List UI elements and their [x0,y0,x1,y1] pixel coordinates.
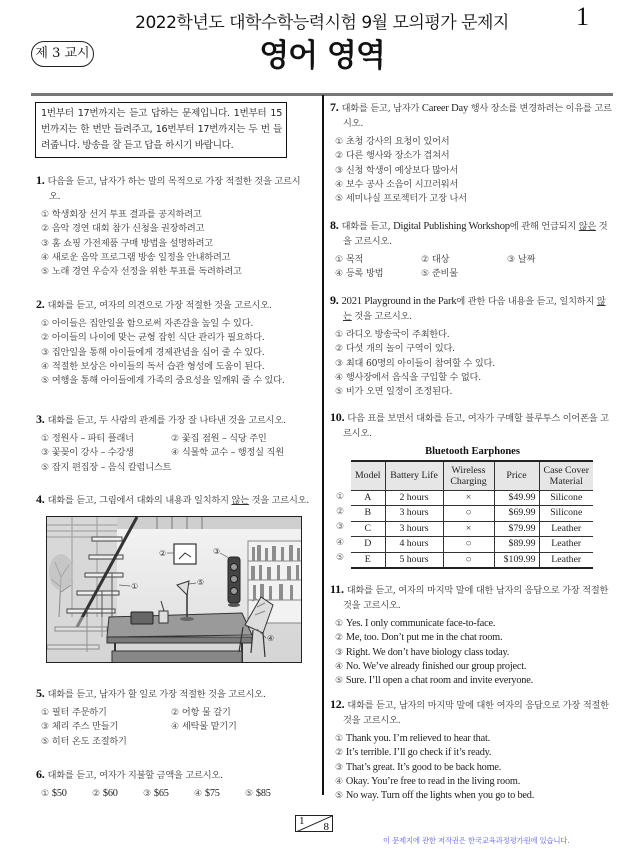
option-1[interactable]: ① 초청 강사의 요청이 있어서 [335,136,450,147]
table-row-marker-4[interactable]: ④ [336,538,345,548]
question-stem: 5. 대화를 듣고, 남자가 할 일로 가장 적절한 것을 고르시오. [36,686,266,700]
option-2[interactable]: ② 어항 물 갈기 [171,707,231,718]
option-1[interactable]: ① Thank you. I’m relieved to hear that. [335,733,491,744]
svg-text:⑤: ⑤ [197,578,205,587]
option-4[interactable]: ④ 식물학 교수 – 행정실 직원 [171,447,284,459]
option-1[interactable]: ① 필터 주문하기 [41,707,107,718]
column-header-wireless-charging: Wireless Charging [443,461,494,490]
option-4[interactable]: ④ 새로운 음악 프로그램 방송 일정을 안내하려고 [41,251,231,263]
cell-price: $109.99 [494,552,539,568]
cell-material: Leather [539,537,593,553]
question-9 [330,293,612,399]
option-5[interactable]: ⑤ 세미나실 프로젝터가 고장 나서 [335,193,467,205]
cell-battery: 2 hours [385,490,443,506]
question-2 [36,297,311,388]
option-4[interactable]: ④ $75 [194,788,220,799]
option-2[interactable]: ② Me, too. Don’t put me in the chat room. [335,632,503,644]
table-row-marker-2[interactable]: ② [336,507,345,517]
option-3[interactable]: ③ 집안일을 통해 아이들에게 경제관념을 심어 줄 수 있다. [41,346,265,358]
option-3[interactable]: ③ Right. We don’t have biology class today. [335,646,510,658]
question-1 [36,173,308,279]
option-3[interactable]: ③ 최대 60명의 아이들이 참여할 수 있다. [335,357,495,369]
cell-material: Leather [539,552,593,568]
question-stem: 11. 대화를 듣고, 여자의 마지막 말에 대한 남자의 응답으로 가장 적절한 것을 고르시오. [330,582,609,611]
cell-battery: 4 hours [385,537,443,553]
table-header-row [351,461,593,490]
option-1[interactable]: ① 목적 [335,254,364,265]
cell-price: $79.99 [494,521,539,537]
option-list [36,317,311,388]
option-5[interactable]: ⑤ No way. Turn off the lights when you go to bed. [335,790,535,802]
table-row-marker-5[interactable]: ⑤ [336,553,345,563]
question-stem: 12. 대화를 듣고, 남자의 마지막 말에 대한 여자의 응답으로 가장 적절한 것을 고르시오. [330,697,609,726]
column-header-case-cover-material: Case Cover Material [539,461,593,490]
table-row [351,521,593,537]
option-list [330,253,612,282]
question-6 [36,767,311,801]
question-5 [36,686,311,749]
cell-model: B [351,506,385,522]
option-5[interactable]: ⑤ 노래 경연 우승자 선정을 위한 투표를 독려하려고 [41,266,242,278]
option-3[interactable]: ③ 날짜 [507,254,536,265]
svg-text:②: ② [159,549,167,558]
option-5[interactable]: ⑤ 잡지 편집장 – 음식 칼럼니스트 [41,461,172,473]
option-5[interactable]: ⑤ 준비물 [421,268,458,280]
cell-wireless: × [443,521,494,537]
option-5[interactable]: ⑤ 히터 온도 조절하기 [41,735,127,747]
option-5[interactable]: ⑤ 여행을 통해 아이들에게 가족의 중요성을 일깨워 줄 수 있다. [41,375,285,387]
cell-wireless: ○ [443,552,494,568]
cell-wireless: ○ [443,537,494,553]
option-list [36,706,311,749]
question-stem: 2. 대화를 듣고, 여자의 의견으로 가장 적절한 것을 고르시오. [36,297,272,311]
option-2[interactable]: ② 대상 [421,254,450,265]
table-row [351,506,593,522]
question-3 [36,412,311,475]
cell-model: C [351,521,385,537]
option-1[interactable]: ① 정원사 – 파티 플래너 [41,433,134,444]
table-title: Bluetooth Earphones [425,446,520,457]
svg-text:④: ④ [267,634,275,643]
listening-notice-box: 1번부터 17번까지는 듣고 답하는 문제입니다. 1번부터 15번까지는 한 번만 들려주고, 16번부터 17번까지는 두 번 들려줍니다. 방송을 잘 듣고 답을 하시기 바랍니다. [35,102,287,158]
option-3[interactable]: ③ 신청 학생이 예상보다 많아서 [335,164,459,176]
cell-battery: 5 hours [385,552,443,568]
cell-material: Silicone [539,506,593,522]
question-11 [330,582,612,688]
room-illustration-icon [47,517,302,663]
option-3[interactable]: ③ 체리 주스 만들기 [41,721,119,733]
subject-title: 영어 영역 [259,38,385,74]
table-row-marker-1[interactable]: ① [336,492,345,502]
option-list [36,787,311,801]
question-4 [36,492,316,508]
option-5[interactable]: ⑤ $85 [245,788,271,799]
question-stem: 9. 2021 Playground in the Park에 관한 다음 내용을 듣고, 일치하지 않는 것을 고르시오. [330,293,606,322]
column-header-model: Model [351,461,385,490]
option-4[interactable]: ④ 적절한 보상은 아이들의 독서 습관 형성에 도움이 된다. [41,360,265,372]
column-divider [322,95,324,795]
option-4[interactable]: ④ Okay. You’re free to read in the living room. [335,775,521,787]
question-10 [330,410,612,441]
copyright-notice: 이 문제지에 관한 저작권은 한국교육과정평가원에 있습니다. [383,836,570,845]
option-3[interactable]: ③ $65 [143,788,169,799]
question-12 [330,697,612,803]
table-row-marker-3[interactable]: ③ [336,522,345,532]
page-indicator [295,815,333,832]
option-2[interactable]: ② 다섯 개의 놀이 구역이 있다. [335,343,455,355]
page-total: 8 [323,821,329,832]
cell-model: A [351,490,385,506]
option-list [330,732,612,803]
option-1[interactable]: ① 라디오 방송국이 주최한다. [335,329,450,340]
option-4[interactable]: ④ 등록 방법 [335,268,384,280]
question-7 [330,100,612,206]
question-stem: 6. 대화를 듣고, 여자가 지불할 금액을 고르시오. [36,767,223,781]
option-2[interactable]: ② $60 [92,788,118,799]
cell-price: $69.99 [494,506,539,522]
option-4[interactable]: ④ 행사장에서 음식을 구입할 수 없다. [335,371,481,383]
table-row [351,552,593,568]
question-stem: 8. 대화를 듣고, Digital Publishing Workshop에 관해 언급되지 않은 것을 고르시오. [330,218,608,247]
question-4-illustration [46,516,302,663]
option-list [36,208,308,279]
cell-material: Silicone [539,490,593,506]
option-2[interactable]: ② 음악 경연 대회 참가 신청을 권장하려고 [41,223,205,235]
question-stem: 3. 대화를 듣고, 두 사람의 관계를 가장 잘 나타낸 것을 고르시오. [36,412,286,426]
option-1[interactable]: ① 아이들은 집안일을 함으로써 자존감을 높일 수 있다. [41,318,254,329]
option-list [330,617,612,688]
question-stem: 4. 대화를 듣고, 그림에서 대화의 내용과 일치하지 않는 것을 고르시오. [36,492,310,506]
option-list [330,328,612,399]
cell-price: $89.99 [494,537,539,553]
option-3[interactable]: ③ 꽃꽂이 강사 – 수강생 [41,447,134,459]
option-3[interactable]: ③ That’s great. It’s good to be back home. [335,761,502,773]
option-1[interactable]: ① 학생회장 선거 투표 결과를 공지하려고 [41,209,202,220]
table-row [351,490,593,506]
option-2[interactable]: ② 아이들의 나이에 맞는 균형 잡힌 식단 관리가 필요하다. [41,332,265,344]
cell-battery: 3 hours [385,521,443,537]
question-stem: 1. 다음을 듣고, 남자가 하는 말의 목적으로 가장 적절한 것을 고르시오. [36,173,301,202]
exam-title: 2022학년도 대학수학능력시험 9월 모의평가 문제지 [135,13,509,33]
option-1[interactable]: ① $50 [41,788,67,799]
option-4[interactable]: ④ No. We’ve already finished our group project. [335,660,527,672]
option-4[interactable]: ④ 보수 공사 소음이 시끄러워서 [335,178,459,190]
cell-battery: 3 hours [385,506,443,522]
option-1[interactable]: ① Yes. I only communicate face-to-face. [335,618,496,629]
earphones-table [351,460,593,569]
option-2[interactable]: ② 꽃집 점원 – 식당 주인 [171,433,267,444]
page-current: 1 [299,815,305,827]
cell-wireless: ○ [443,506,494,522]
question-stem: 7. 대화를 듣고, 남자가 Career Day 행사 장소를 변경하려는 이유를 고르시오. [330,100,612,129]
option-list [36,432,311,475]
question-8 [330,218,612,282]
svg-text:①: ① [131,582,139,591]
option-4[interactable]: ④ 세탁물 맡기기 [171,721,237,733]
cell-price: $49.99 [494,490,539,506]
cell-model: E [351,552,385,568]
column-header-price: Price [494,461,539,490]
cell-model: D [351,537,385,553]
column-header-battery-life: Battery Life [385,461,443,490]
option-2[interactable]: ② It’s terrible. I’ll go check if it’s ready. [335,747,492,759]
svg-text:③: ③ [213,547,221,556]
option-5[interactable]: ⑤ Sure. I’ll open a chat room and invite everyone. [335,675,533,687]
option-2[interactable]: ② 다른 행사와 장소가 겹쳐서 [335,150,450,162]
table-row [351,537,593,553]
cell-wireless: × [443,490,494,506]
page-number: 1 [576,2,589,31]
session-badge: 제 3 교시 [31,41,94,67]
option-list [330,135,612,206]
question-stem: 10. 다음 표를 보면서 대화를 듣고, 여자가 구매할 블루투스 이어폰을 고르시오. [330,410,609,439]
cell-material: Leather [539,521,593,537]
option-5[interactable]: ⑤ 비가 오면 일정이 조정된다. [335,386,453,398]
option-3[interactable]: ③ 홈 쇼핑 가전제품 구매 방법을 설명하려고 [41,237,213,249]
